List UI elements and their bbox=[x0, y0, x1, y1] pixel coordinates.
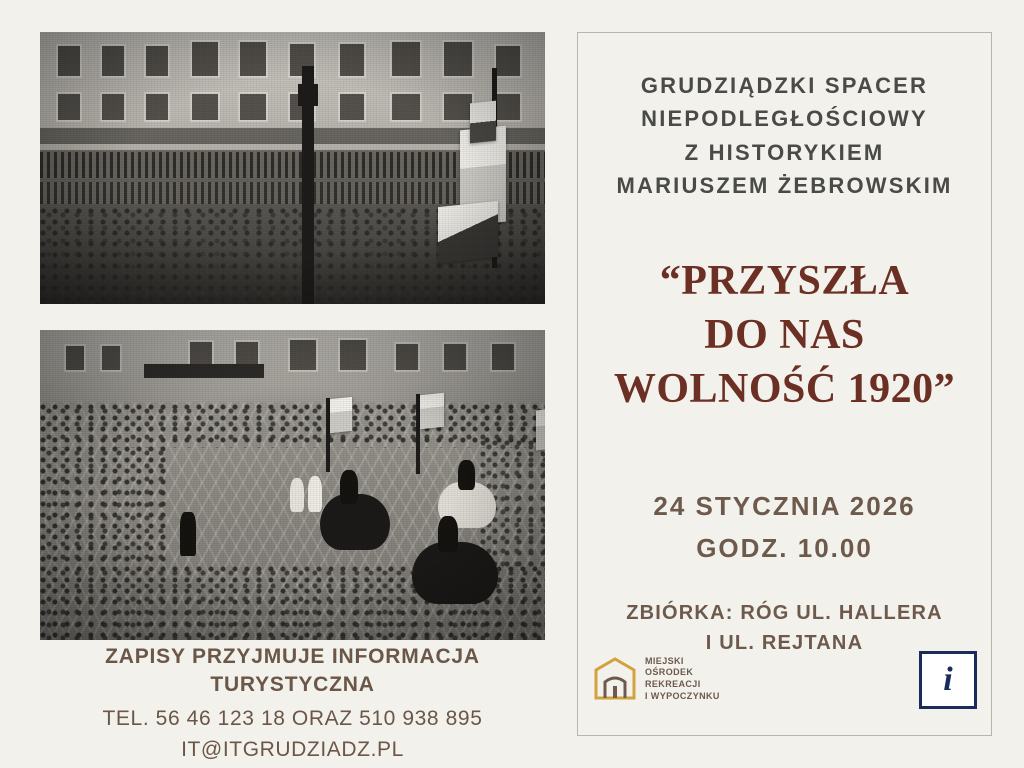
caption-line-2: TURYSTYCZNA bbox=[210, 672, 375, 696]
header-line-3: Z HISTORYKIEM bbox=[684, 139, 885, 165]
mork-logo bbox=[592, 656, 720, 704]
title-line-2: DO NAS bbox=[704, 311, 865, 358]
information-i-icon bbox=[919, 651, 977, 709]
left-column bbox=[40, 32, 545, 761]
historic-photo-military-parade-square bbox=[40, 32, 545, 304]
caption-phone: TEL. 56 46 123 18 ORAZ 510 938 895 bbox=[102, 707, 483, 731]
date-line: 24 STYCZNIA 2026 bbox=[653, 491, 916, 521]
mork-logo-text bbox=[645, 656, 720, 704]
title-line-1: “PRZYSZŁA bbox=[659, 258, 910, 304]
contact-caption bbox=[40, 644, 545, 764]
caption-email[interactable]: IT@ITGRUDZIADZ.PL bbox=[181, 737, 404, 761]
event-date bbox=[578, 485, 991, 569]
mork-text-line-4: I WYPOCZYNKU bbox=[645, 691, 720, 702]
mork-text-line-1: MIEJSKI bbox=[645, 655, 684, 666]
header-line-2: NIEPODLEGŁOŚCIOWY bbox=[641, 106, 928, 132]
historic-photo-cavalry-parade bbox=[40, 330, 545, 640]
title-line-3: WOLNOŚĆ 1920” bbox=[613, 365, 956, 412]
time-line: GODZ. 10.00 bbox=[696, 533, 873, 564]
header-line-1: GRUDZIĄDZKI SPACER bbox=[640, 73, 929, 98]
caption-line-1: ZAPISY PRZYJMUJE INFORMACJA bbox=[105, 645, 480, 668]
header-line-4: MARIUSZEM ŻEBROWSKIM bbox=[616, 173, 953, 199]
page-title bbox=[578, 255, 991, 416]
meeting-line-2: I UL. REJTANA bbox=[705, 632, 864, 654]
meeting-line-1: ZBIÓRKA: RÓG UL. HALLERA bbox=[626, 602, 943, 624]
building-arch-icon bbox=[592, 656, 638, 702]
event-header bbox=[578, 69, 991, 203]
meeting-point bbox=[578, 598, 991, 658]
info-panel bbox=[577, 32, 992, 736]
information-letter: i bbox=[943, 661, 953, 698]
mork-text-line-2: OŚRODEK bbox=[645, 667, 694, 678]
mork-text-line-3: REKREACJI bbox=[645, 679, 701, 690]
